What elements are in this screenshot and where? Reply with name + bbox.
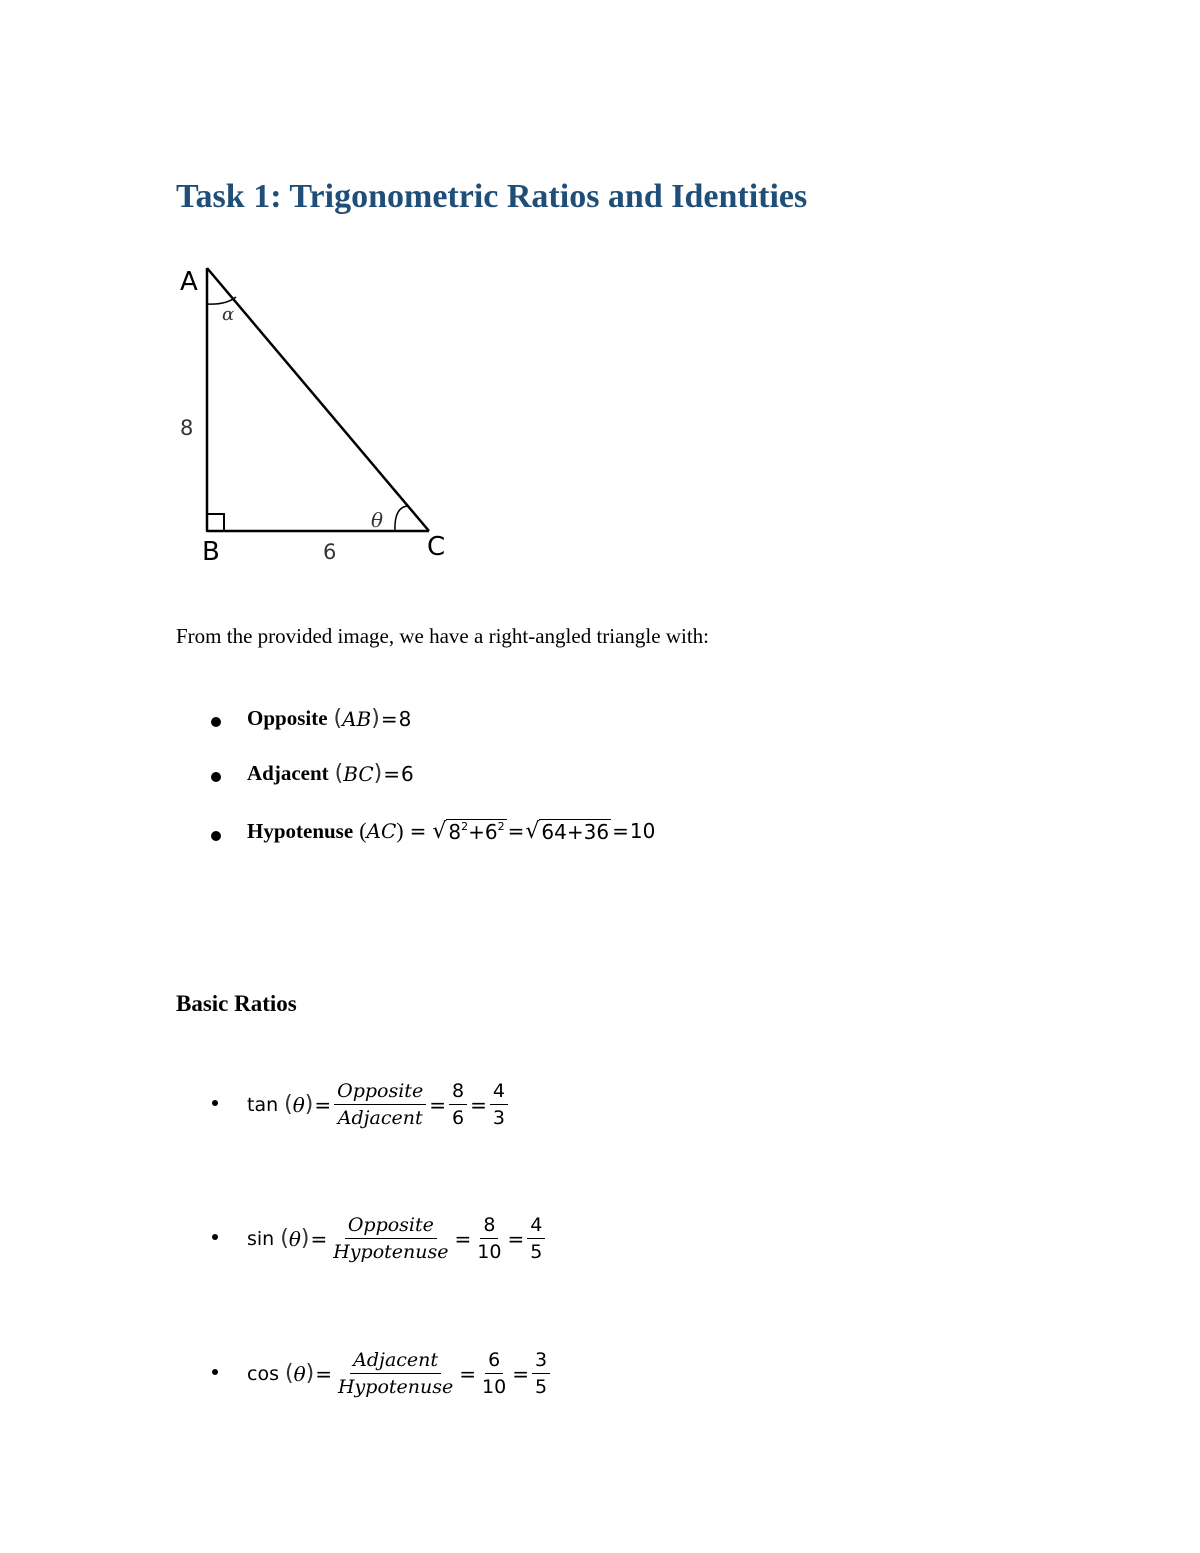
bullet-icon <box>212 1100 218 1106</box>
sqrt-sum-values: √ 64+36 <box>525 818 610 844</box>
sqrt-sum-squares: √ $8^2+6^2$ <box>432 818 505 844</box>
vertex-a-label: A <box>180 267 198 297</box>
adjacent-segment: BC <box>343 761 374 786</box>
bullet-icon <box>211 831 221 841</box>
triangle-figure <box>176 262 462 568</box>
basic-ratios-heading: Basic Ratios <box>176 991 297 1016</box>
adjacent-item: Adjacent ( BC ) = 6 <box>247 761 414 786</box>
hypotenuse-label: Hypotenuse <box>247 818 354 843</box>
tan-ratio: tan ( θ ) = $\frac{\text{Opposite}}{\text{Adjacent}}$ = $\frac{8}{6}$ = $\frac{4}{3}$ <box>247 1078 510 1131</box>
sin-ratio: sin ( θ ) = $\frac{\text{Opposite}}{\text{Hypotenuse}}$ = $\frac{8}{10}$ = $\frac{4}{5}$ <box>247 1212 547 1265</box>
hypotenuse-segment: AC <box>366 819 397 843</box>
side-ab-label: 8 <box>180 416 194 440</box>
opposite-segment: AB <box>342 706 372 731</box>
bullet-icon <box>211 717 221 727</box>
opposite-value: 8 <box>398 706 412 731</box>
bullet-icon <box>211 772 221 782</box>
vertex-c-label: C <box>427 532 446 562</box>
cos-ratio: cos ( θ ) = $\frac{\text{Adjacent}}{\text{Hypotenuse}}$ = $\frac{6}{10}$ = $\frac{3}{5}$ <box>247 1347 552 1400</box>
vertex-b-label: B <box>202 537 220 567</box>
bullet-icon <box>212 1369 218 1375</box>
hypotenuse-value: 10 <box>629 819 656 843</box>
bullet-icon <box>212 1234 218 1240</box>
hypotenuse-item: Hypotenuse ( AC ) = √ $8^2+6^2$ = √ 64+36 = 10 <box>247 818 656 844</box>
adjacent-label: Adjacent <box>247 761 329 785</box>
intro-paragraph: From the provided image, we have a right-angled triangle with: <box>176 624 710 648</box>
adjacent-value: 6 <box>400 761 414 786</box>
page-title: Task 1: Trigonometric Ratios and Identities <box>176 178 808 215</box>
side-bc-label: 6 <box>323 540 337 564</box>
angle-theta-label: θ <box>371 508 384 532</box>
angle-alpha-label: α <box>222 304 235 325</box>
opposite-label: Opposite <box>247 706 328 730</box>
opposite-item: Opposite ( AB ) = 8 <box>247 706 412 731</box>
